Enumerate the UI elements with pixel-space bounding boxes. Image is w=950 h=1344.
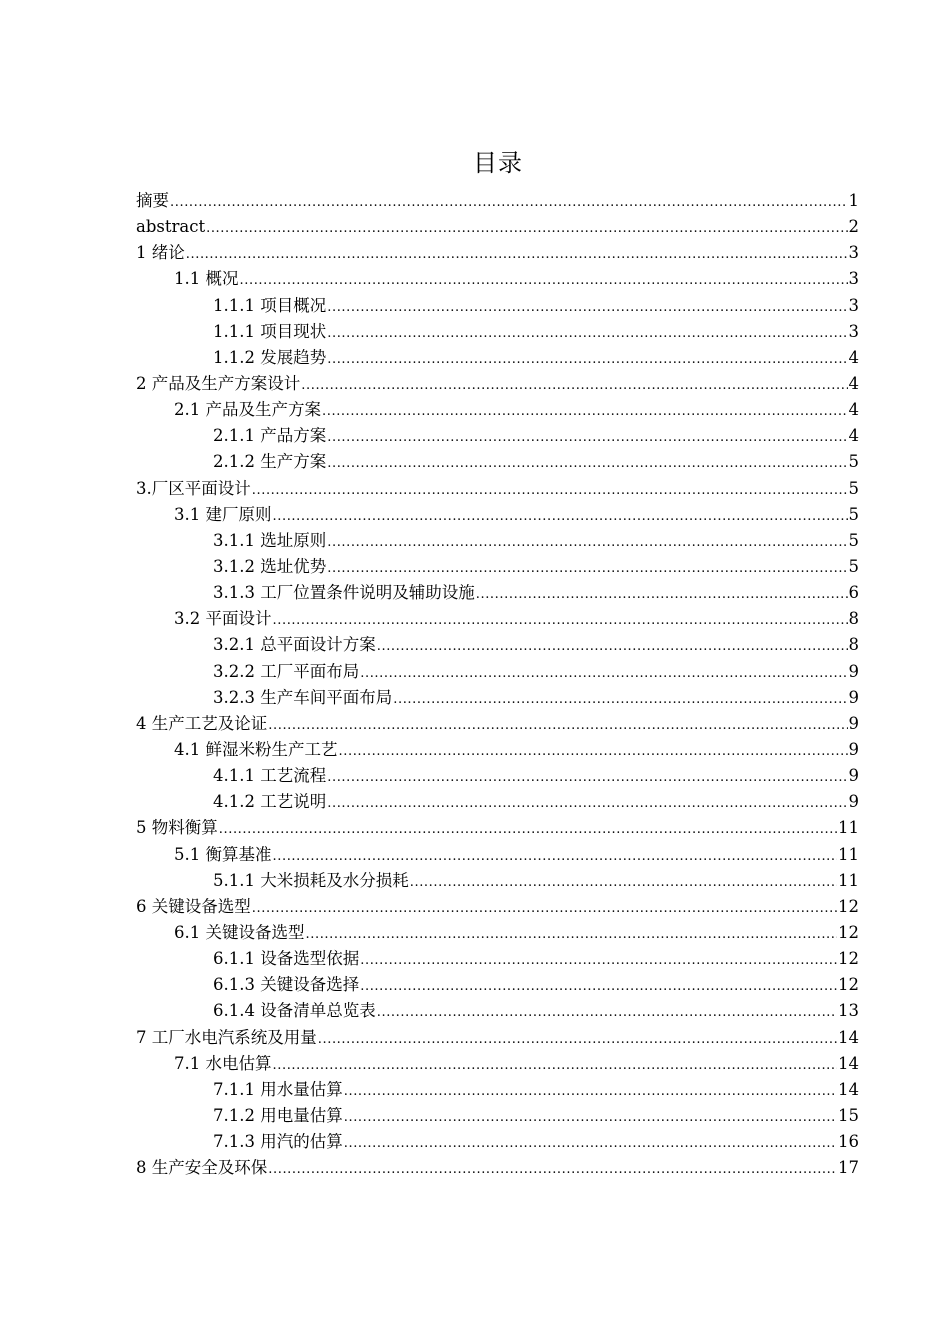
toc-entry[interactable] bbox=[136, 685, 859, 711]
toc-entry-page-number: 4 bbox=[848, 373, 859, 393]
toc-entry[interactable] bbox=[136, 214, 859, 240]
toc-entry-title: 3.1.2 选址优势 bbox=[213, 556, 327, 576]
dot-leader bbox=[306, 922, 838, 948]
dot-leader bbox=[240, 268, 848, 294]
toc-entry-page-number: 11 bbox=[838, 844, 859, 864]
toc-entry[interactable] bbox=[136, 1155, 859, 1181]
dot-leader bbox=[273, 608, 848, 634]
toc-entry[interactable] bbox=[136, 946, 859, 972]
toc-entry-page-number: 4 bbox=[848, 347, 859, 367]
dot-leader bbox=[344, 1105, 837, 1131]
toc-entry-title: 5.1 衡算基准 bbox=[174, 844, 272, 864]
toc-entry[interactable] bbox=[136, 293, 859, 319]
toc-entry[interactable] bbox=[136, 842, 859, 868]
toc-entry-page-number: 5 bbox=[848, 504, 859, 524]
toc-list bbox=[136, 188, 859, 1181]
toc-entry[interactable] bbox=[136, 502, 859, 528]
dot-leader bbox=[327, 556, 847, 582]
toc-entry-page-number: 12 bbox=[838, 896, 859, 916]
toc-entry-title: 4.1 鲜湿米粉生产工艺 bbox=[174, 739, 338, 759]
dot-leader bbox=[344, 1079, 837, 1105]
toc-entry-title: 1.1.1 项目现状 bbox=[213, 321, 327, 341]
toc-entry-page-number: 4 bbox=[848, 400, 859, 420]
toc-entry-title: 3.2.1 总平面设计方案 bbox=[213, 635, 376, 655]
dot-leader bbox=[360, 661, 847, 687]
toc-entry-page-number: 9 bbox=[848, 766, 859, 786]
toc-entry-title: 2.1.2 生产方案 bbox=[213, 452, 327, 472]
toc-entry[interactable] bbox=[136, 972, 859, 998]
toc-entry[interactable] bbox=[136, 266, 859, 292]
toc-entry[interactable] bbox=[136, 345, 859, 371]
toc-entry-page-number: 1 bbox=[848, 191, 859, 210]
dot-leader bbox=[301, 373, 847, 399]
toc-entry[interactable] bbox=[136, 1103, 859, 1129]
toc-entry[interactable] bbox=[136, 737, 859, 763]
dot-leader bbox=[318, 1027, 837, 1053]
dot-leader bbox=[327, 530, 847, 556]
dot-leader bbox=[393, 687, 847, 713]
toc-entry-title: 1 绪论 bbox=[136, 243, 185, 263]
toc-entry-page-number: 12 bbox=[838, 922, 859, 942]
toc-entry-page-number: 6 bbox=[848, 583, 859, 603]
toc-entry-page-number: 8 bbox=[848, 609, 859, 629]
toc-entry-title: 2.1 产品及生产方案 bbox=[174, 400, 321, 420]
toc-entry[interactable] bbox=[136, 920, 859, 946]
dot-leader bbox=[186, 242, 848, 268]
dot-leader bbox=[360, 948, 837, 974]
toc-entry[interactable] bbox=[136, 371, 859, 397]
dot-leader bbox=[327, 451, 847, 477]
toc-entry-page-number: 4 bbox=[848, 426, 859, 446]
toc-entry-title: 4.1.2 工艺说明 bbox=[213, 792, 327, 812]
toc-entry[interactable] bbox=[136, 606, 859, 632]
toc-entry-page-number: 9 bbox=[848, 739, 859, 759]
toc-entry-title: 7 工厂水电汽系统及用量 bbox=[136, 1027, 317, 1047]
dot-leader bbox=[252, 896, 837, 922]
toc-entry[interactable] bbox=[136, 319, 859, 345]
dot-leader bbox=[327, 295, 847, 321]
dot-leader bbox=[273, 844, 838, 870]
toc-entry[interactable] bbox=[136, 659, 859, 685]
toc-entry-page-number: 8 bbox=[848, 635, 859, 655]
toc-entry-title: 6.1 关键设备选型 bbox=[174, 922, 305, 942]
toc-entry-page-number: 2 bbox=[848, 217, 859, 237]
toc-entry[interactable] bbox=[136, 1077, 859, 1103]
toc-entry-page-number: 3 bbox=[848, 269, 859, 289]
dot-leader bbox=[377, 1000, 837, 1026]
toc-entry-title: 摘要 bbox=[136, 191, 169, 210]
dot-leader bbox=[219, 817, 837, 843]
toc-entry-page-number: 5 bbox=[848, 478, 859, 498]
toc-entry-title: 6.1.4 设备清单总览表 bbox=[213, 1001, 376, 1021]
toc-entry-title: 2 产品及生产方案设计 bbox=[136, 373, 301, 393]
toc-entry-page-number: 11 bbox=[838, 818, 859, 838]
toc-entry-title: 1.1.2 发展趋势 bbox=[213, 347, 327, 367]
toc-entry[interactable] bbox=[136, 554, 859, 580]
dot-leader bbox=[410, 870, 837, 896]
toc-entry-title: 5.1.1 大米损耗及水分损耗 bbox=[213, 870, 409, 890]
dot-leader bbox=[327, 765, 847, 791]
toc-entry-page-number: 17 bbox=[838, 1158, 859, 1178]
toc-entry-title: 3.2.3 生产车间平面布局 bbox=[213, 687, 393, 707]
toc-entry-title: 3.1.1 选址原则 bbox=[213, 530, 327, 550]
dot-leader bbox=[327, 321, 847, 347]
toc-entry-title: 6 关键设备选型 bbox=[136, 896, 251, 916]
dot-leader bbox=[170, 190, 848, 216]
dot-leader bbox=[252, 478, 848, 504]
toc-entry-title: 3.1.3 工厂位置条件说明及辅助设施 bbox=[213, 583, 475, 603]
toc-entry-title: 4.1.1 工艺流程 bbox=[213, 766, 327, 786]
toc-entry-page-number: 16 bbox=[838, 1132, 859, 1152]
toc-entry-page-number: 5 bbox=[848, 452, 859, 472]
dot-leader bbox=[273, 1053, 838, 1079]
toc-entry-title: abstract bbox=[136, 217, 206, 237]
toc-entry-page-number: 9 bbox=[848, 713, 859, 733]
toc-entry[interactable] bbox=[136, 476, 859, 502]
toc-entry[interactable] bbox=[136, 711, 859, 737]
toc-entry[interactable] bbox=[136, 397, 859, 423]
toc-entry-title: 6.1.3 关键设备选择 bbox=[213, 975, 360, 995]
toc-entry-page-number: 15 bbox=[838, 1105, 859, 1125]
toc-entry-title: 7.1.2 用电量估算 bbox=[213, 1105, 343, 1125]
toc-entry[interactable] bbox=[136, 1129, 859, 1155]
dot-leader bbox=[206, 216, 847, 242]
dot-leader bbox=[476, 582, 848, 608]
toc-entry[interactable] bbox=[136, 632, 859, 658]
toc-entry[interactable] bbox=[136, 789, 859, 815]
dot-leader bbox=[377, 634, 848, 660]
toc-entry-title: 4 生产工艺及论证 bbox=[136, 713, 268, 733]
toc-entry[interactable] bbox=[136, 1025, 859, 1051]
toc-entry-title: 8 生产安全及环保 bbox=[136, 1158, 268, 1178]
toc-entry-page-number: 14 bbox=[838, 1079, 859, 1099]
toc-entry-title: 2.1.1 产品方案 bbox=[213, 426, 327, 446]
toc-entry-title: 1.1 概况 bbox=[174, 269, 239, 289]
toc-title: 目录 bbox=[473, 149, 523, 177]
toc-entry-title: 3.2 平面设计 bbox=[174, 609, 272, 629]
toc-entry[interactable] bbox=[136, 894, 859, 920]
toc-entry[interactable] bbox=[136, 188, 859, 214]
toc-entry-title: 7.1.1 用水量估算 bbox=[213, 1079, 343, 1099]
toc-entry-page-number: 9 bbox=[848, 792, 859, 812]
toc-entry[interactable] bbox=[136, 528, 859, 554]
toc-entry[interactable] bbox=[136, 1051, 859, 1077]
toc-entry-page-number: 13 bbox=[838, 1001, 859, 1021]
dot-leader bbox=[327, 347, 847, 373]
toc-entry-page-number: 14 bbox=[838, 1053, 859, 1073]
toc-entry-page-number: 5 bbox=[848, 556, 859, 576]
toc-entry-page-number: 3 bbox=[848, 321, 859, 341]
toc-entry-title: 3.2.2 工厂平面布局 bbox=[213, 661, 360, 681]
toc-entry[interactable] bbox=[136, 240, 859, 266]
dot-leader bbox=[268, 1157, 837, 1183]
dot-leader bbox=[344, 1131, 837, 1157]
dot-leader bbox=[339, 739, 848, 765]
toc-entry-title: 3.1 建厂原则 bbox=[174, 504, 272, 524]
dot-leader bbox=[268, 713, 847, 739]
toc-entry[interactable] bbox=[136, 763, 859, 789]
toc-entry[interactable] bbox=[136, 580, 859, 606]
toc-entry-title: 1.1.1 项目概况 bbox=[213, 295, 327, 315]
toc-entry-page-number: 3 bbox=[848, 243, 859, 263]
toc-entry-title: 7.1 水电估算 bbox=[174, 1053, 272, 1073]
toc-entry-page-number: 12 bbox=[838, 975, 859, 995]
toc-entry-page-number: 9 bbox=[848, 687, 859, 707]
toc-entry[interactable] bbox=[136, 868, 859, 894]
toc-entry[interactable] bbox=[136, 815, 859, 841]
toc-entry-page-number: 3 bbox=[848, 295, 859, 315]
toc-entry-title: 3.厂区平面设计 bbox=[136, 478, 251, 498]
dot-leader bbox=[327, 425, 847, 451]
dot-leader bbox=[327, 791, 847, 817]
dot-leader bbox=[273, 504, 848, 530]
toc-entry-page-number: 5 bbox=[848, 530, 859, 550]
toc-entry[interactable] bbox=[136, 998, 859, 1024]
toc-entry[interactable] bbox=[136, 449, 859, 475]
toc-entry-title: 6.1.1 设备选型依据 bbox=[213, 949, 360, 969]
toc-entry-page-number: 12 bbox=[838, 949, 859, 969]
toc-entry-page-number: 9 bbox=[848, 661, 859, 681]
toc-entry-page-number: 11 bbox=[838, 870, 859, 890]
toc-entry-title: 7.1.3 用汽的估算 bbox=[213, 1132, 343, 1152]
toc-entry-page-number: 14 bbox=[838, 1027, 859, 1047]
toc-entry[interactable] bbox=[136, 423, 859, 449]
dot-leader bbox=[322, 399, 848, 425]
dot-leader bbox=[360, 974, 837, 1000]
toc-entry-title: 5 物料衡算 bbox=[136, 818, 218, 838]
